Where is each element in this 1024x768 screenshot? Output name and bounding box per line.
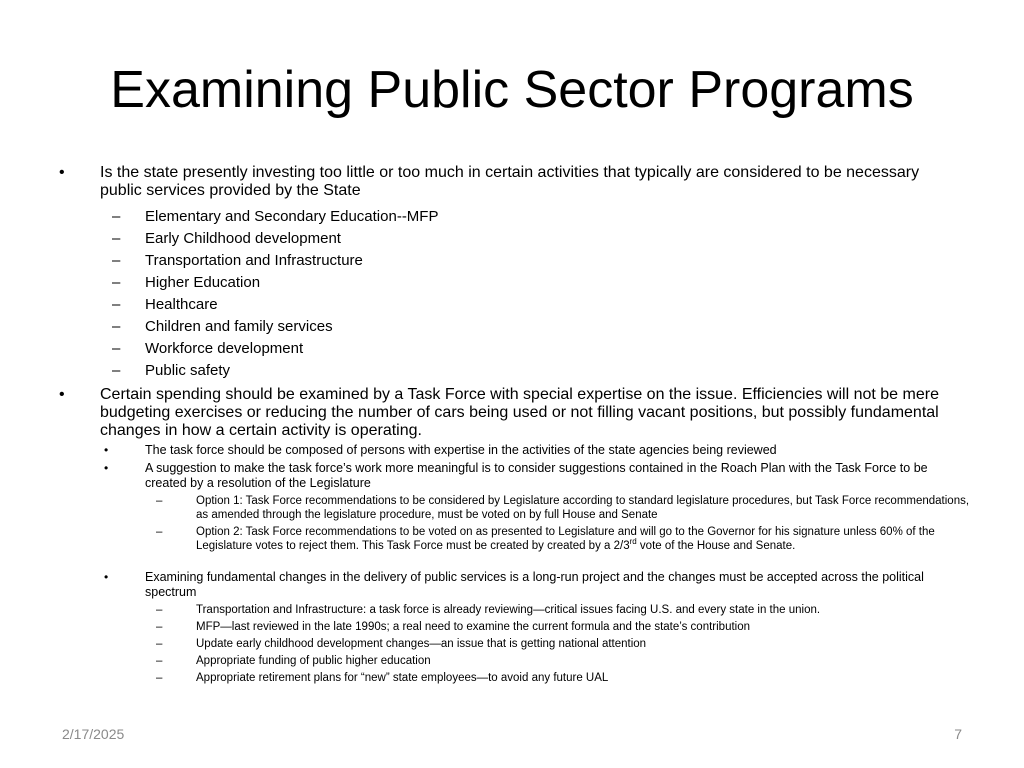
list-item	[112, 362, 972, 380]
bullet-marker: •	[59, 164, 65, 181]
dash-marker: –	[112, 296, 121, 313]
sub-bullet-long-run	[104, 570, 968, 600]
list-item	[112, 230, 972, 248]
list-item-text: Workforce development	[145, 340, 304, 357]
list-item-text: Appropriate funding of public higher education	[196, 655, 431, 667]
superscript-rd: rd	[629, 537, 637, 547]
option-text-part: vote of the House and Senate.	[636, 540, 796, 552]
dash-marker: –	[112, 230, 121, 247]
bullet-marker: •	[59, 386, 65, 403]
dash-marker: –	[112, 318, 121, 335]
option-1	[156, 494, 970, 522]
list-item	[112, 252, 972, 270]
option-2	[156, 525, 970, 553]
dash-marker: –	[156, 526, 163, 538]
dash-marker: –	[156, 495, 163, 507]
list-item-text: Higher Education	[145, 274, 261, 291]
dash-marker: –	[156, 621, 163, 633]
list-item-text: Elementary and Secondary Education--MFP	[145, 208, 439, 225]
list-item-text: Transportation and Infrastructure	[145, 252, 363, 269]
list-item-text: Early Childhood development	[145, 230, 341, 247]
list-item	[156, 620, 970, 634]
list-item	[112, 296, 972, 314]
option-text: Option 1: Task Force recommendations to be considered by Legislature according to standard legislature procedures, but Task Force recommendations, as amended through the legislature procedure, must be voted on by full House and Senate	[196, 495, 970, 521]
list-item-text: Appropriate retirement plans for “new” state employees—to avoid any future UAL	[196, 672, 609, 684]
list-item	[156, 654, 970, 668]
dash-marker: –	[156, 604, 163, 616]
bullet-task-force	[59, 386, 962, 440]
list-item	[112, 340, 972, 358]
bullet-marker: •	[104, 443, 109, 457]
list-item-text: Children and family services	[145, 318, 333, 335]
dash-marker: –	[112, 362, 121, 379]
dash-marker: –	[112, 252, 121, 269]
dash-marker: –	[112, 208, 121, 225]
sub-bullet-roach-plan	[104, 461, 968, 491]
dash-marker: –	[156, 638, 163, 650]
bullet-text: Certain spending should be examined by a Task Force with special expertise on the issue. Efficiencies will not be mere budgeting exercises or reducing the number of cars being used or not filling vacant positions, but possibly fundamental changes in how a certain activity is operating.	[100, 386, 939, 439]
list-item	[156, 637, 970, 651]
dash-marker: –	[156, 672, 163, 684]
bullet-marker: •	[104, 461, 109, 475]
sub-bullet-text: The task force should be composed of persons with expertise in the activities of the state agencies being reviewed	[145, 443, 777, 457]
list-item-text: MFP—last reviewed in the late 1990s; a real need to examine the current formula and the state’s contribution	[196, 621, 751, 633]
list-item	[156, 671, 970, 685]
dash-marker: –	[112, 274, 121, 291]
dash-marker: –	[156, 655, 163, 667]
list-item-text: Update early childhood development changes—an issue that is getting national attention	[196, 638, 647, 650]
list-item-text: Healthcare	[145, 296, 218, 313]
list-item-text: Public safety	[145, 362, 231, 379]
footer-date: 2/17/2025	[62, 726, 125, 742]
dash-marker: –	[112, 340, 121, 357]
option-text	[196, 525, 970, 553]
bullet-text: Is the state presently investing too little or too much in certain activities that typically are considered to be necessary public services provided by the State	[100, 164, 920, 199]
sub-bullet-text: A suggestion to make the task force’s work more meaningful is to consider suggestions contained in the Roach Plan with the Task Force to be created by a resolution of the Legislature	[145, 461, 928, 490]
list-item	[112, 318, 972, 336]
bullet-marker: •	[104, 570, 109, 584]
list-item	[112, 274, 972, 292]
list-item	[112, 208, 972, 226]
sub-bullet-text: Examining fundamental changes in the delivery of public services is a long-run project and the changes must be accepted across the political spectrum	[145, 570, 924, 599]
list-item-text: Transportation and Infrastructure: a task force is already reviewing—critical issues facing U.S. and every state in the union.	[196, 604, 821, 616]
sub-bullet-composition	[104, 443, 968, 458]
slide-number: 7	[954, 726, 962, 742]
list-item	[156, 603, 970, 617]
bullet-investing	[59, 164, 962, 200]
option-text-part: Option 2: Task Force recommendations to be voted on as presented to Legislature and will go to the Governor for his signature unless 60% of the Legislature votes to reject them. This Task Force must be created by created by a 2/3	[196, 526, 935, 552]
slide-title: Examining Public Sector Programs	[110, 61, 914, 119]
